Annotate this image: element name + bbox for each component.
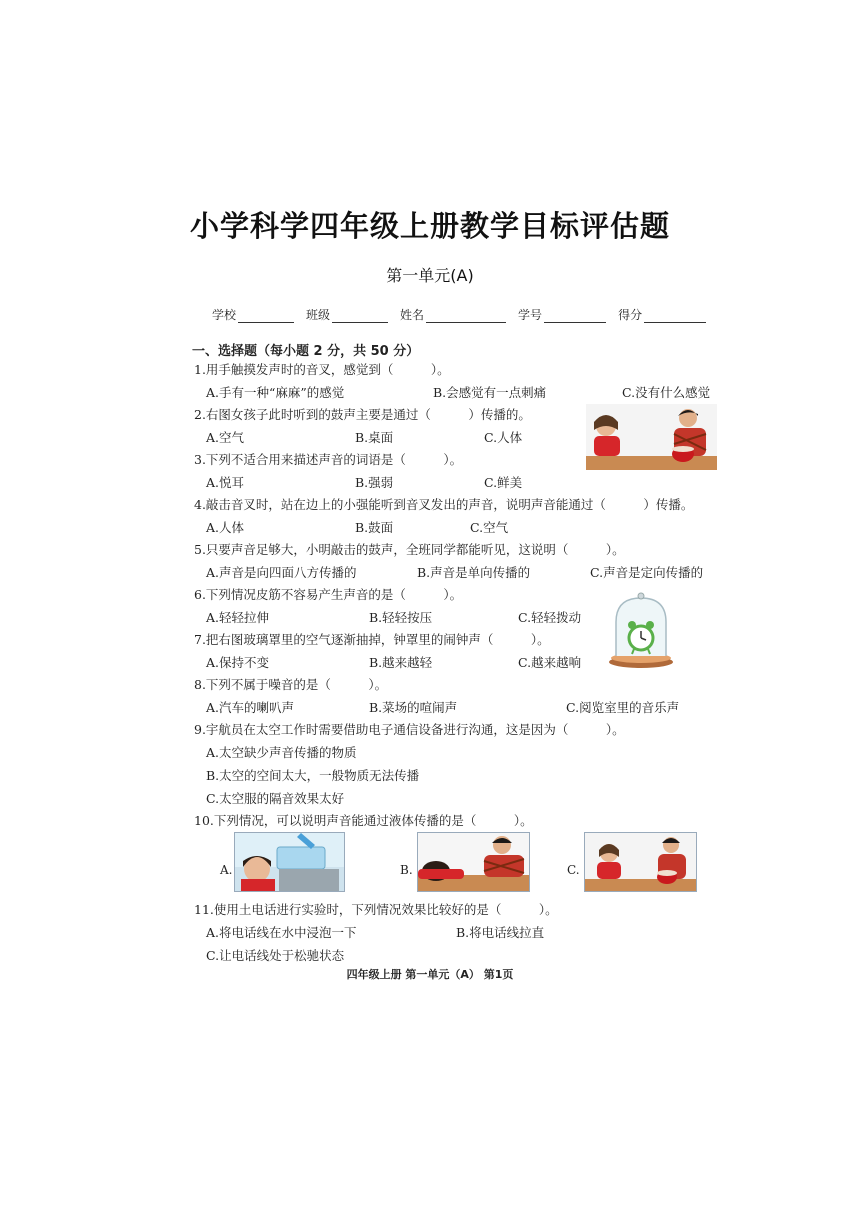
option-a-water-image[interactable] [234,832,345,892]
question-6-option-c[interactable]: C.轻轻拨动 [518,610,582,625]
school-field[interactable] [212,306,294,323]
name-field[interactable] [400,306,506,323]
question-11-option-a[interactable]: A.将电话线在水中浸泡一下 [206,925,357,940]
school-label: 学校 [212,308,237,322]
question-10-option-a[interactable]: A. [220,863,233,877]
question-8-option-c[interactable]: C.阅览室里的音乐声 [566,700,680,715]
name-label: 姓名 [400,308,425,322]
drum-children-image [586,404,717,470]
page-footer: 四年级上册 第一单元（A） 第1页 [346,968,514,981]
option-c-drum-image[interactable] [584,832,697,892]
question-9-option-b[interactable]: B.太空的空间太大，一般物质无法传播 [206,768,420,783]
question-7-option-b[interactable]: B.越来越轻 [369,655,433,670]
question-5-stem: 5.只要声音足够大，小明敲击的鼓声，全班同学都能听见，这说明（ ）。 [194,542,625,557]
question-5-option-b[interactable]: B.声音是单向传播的 [417,565,531,580]
question-6-option-b[interactable]: B.轻轻按压 [369,610,433,625]
question-3-stem: 3.下列不适合用来描述声音的词语是（ ）。 [194,452,463,467]
question-11-option-b[interactable]: B.将电话线拉直 [456,925,545,940]
question-9-stem: 9.宇航员在太空工作时需要借助电子通信设备进行沟通，这是因为（ ）。 [194,722,625,737]
question-3-option-c[interactable]: C.鲜美 [484,475,523,490]
question-2-option-b[interactable]: B.桌面 [355,430,394,445]
section-title: 一、选择题（每小题 2 分，共 50 分） [192,344,420,359]
student-info-row [212,306,692,323]
question-10-stem: 10.下列情况，可以说明声音能通过液体传播的是（ ）。 [194,813,533,828]
question-1-option-a[interactable]: A.手有一种“麻麻”的感觉 [206,385,345,400]
question-9-option-a[interactable]: A.太空缺少声音传播的物质 [206,745,357,760]
question-10-option-c[interactable]: C. [567,863,580,877]
question-2-option-a[interactable]: A.空气 [206,430,245,445]
option-b-table-image[interactable] [417,832,530,892]
page-subtitle: 第一单元(A) [386,266,474,285]
question-10-option-b[interactable]: B. [400,863,413,877]
page-title: 小学科学四年级上册教学目标评估题 [189,209,670,243]
question-6-stem: 6.下列情况皮筋不容易产生声音的是（ ）。 [194,587,463,602]
question-6-option-a[interactable]: A.轻轻拉伸 [206,610,270,625]
question-5-option-c[interactable]: C.声音是定向传播的 [590,565,704,580]
question-7-option-c[interactable]: C.越来越响 [518,655,582,670]
question-2-stem: 2.右图女孩子此时听到的鼓声主要是通过（ ）传播的。 [194,407,531,422]
question-11-option-c[interactable]: C.让电话线处于松驰状态 [206,948,345,963]
question-7-stem: 7.把右图玻璃罩里的空气逐渐抽掉，钟罩里的闹钟声（ ）。 [194,632,550,647]
class-field[interactable] [306,306,388,323]
bell-jar-clock-image [606,592,676,670]
question-9-option-c[interactable]: C.太空服的隔音效果太好 [206,791,345,806]
question-3-option-a[interactable]: A.悦耳 [206,475,245,490]
question-4-stem: 4.敲击音叉时，站在边上的小强能听到音叉发出的声音，说明声音能通过（ ）传播。 [194,497,694,512]
question-3-option-b[interactable]: B.强弱 [355,475,394,490]
class-label: 班级 [306,308,331,322]
question-7-option-a[interactable]: A.保持不变 [206,655,270,670]
question-1-option-b[interactable]: B.会感觉有一点刺痛 [433,385,547,400]
question-1-option-c[interactable]: C.没有什么感觉 [622,385,711,400]
question-5-option-a[interactable]: A.声音是向四面八方传播的 [206,565,357,580]
question-8-stem: 8.下列不属于噪音的是（ ）。 [194,677,388,692]
score-label: 得分 [618,308,643,322]
student-number-field[interactable] [518,306,606,323]
question-4-option-c[interactable]: C.空气 [470,520,509,535]
score-field[interactable] [618,306,706,323]
question-4-option-b[interactable]: B.鼓面 [355,520,394,535]
question-1-stem: 1.用手触摸发声时的音叉，感觉到（ ）。 [194,362,450,377]
question-11-stem: 11.使用土电话进行实验时，下列情况效果比较好的是（ ）。 [194,902,558,917]
question-8-option-b[interactable]: B.菜场的喧闹声 [369,700,458,715]
question-2-option-c[interactable]: C.人体 [484,430,523,445]
question-4-option-a[interactable]: A.人体 [206,520,245,535]
student-number-label: 学号 [518,308,543,322]
question-8-option-a[interactable]: A.汽车的喇叭声 [206,700,295,715]
